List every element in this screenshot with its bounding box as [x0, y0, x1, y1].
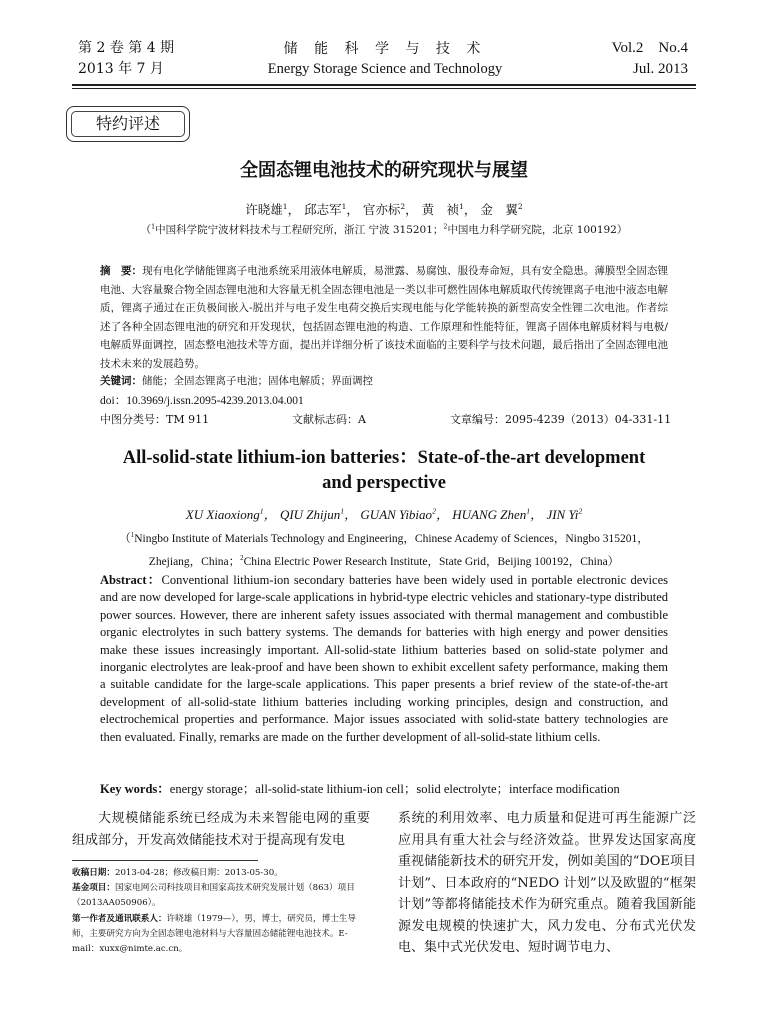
- author-cn: 金 翼: [480, 202, 518, 217]
- title-cn: 全固态锂电池技术的研究现状与展望: [240, 160, 528, 181]
- author-sup: 2: [400, 201, 406, 211]
- journal-name-en: Energy Storage Science and Technology: [267, 61, 503, 77]
- keywords-en-label: Key words：: [100, 782, 170, 796]
- affiliation-location: Zhejiang，China；: [148, 555, 241, 568]
- author-sup: 1: [341, 201, 347, 211]
- author-sup: 1: [526, 506, 531, 516]
- footnote-received-label: 收稿日期：: [72, 868, 115, 878]
- abstract-cn-text: 现有电化学储能锂离子电池系统采用液体电解质，易泄露、易腐蚀、服役寿命短，具有安全隐患。薄膜型全固态锂电池、大容量聚合物全固态锂电池和大容量无机全固态锂电池是一类以非可燃性固体电解质取代传统锂离子电池中液态电解质，锂离子通过在正负极间嵌入-脱出并与电子发生电荷交换后实现电能与化学能转换的新型高安全性锂二次电池。作者综述了各种全固态锂电池的研究和开发现状，包括固态锂电池的构造、工作原理和性能特征，锂离子固体电解质材料与电极/电解质界面调控，固态整电池技术等方面，提出并详细分析了该技术面临的主要科学与技术问题，最后指出了全固态锂电池技术未来的发展趋势。: [100, 265, 669, 370]
- author-cn: 许晓雄: [245, 202, 283, 217]
- footnote-received: [72, 866, 370, 881]
- affiliation-open: （: [140, 224, 152, 236]
- affiliation-sup: 2: [240, 554, 244, 562]
- footnote: [72, 866, 370, 957]
- journal-name-cn: 储 能 科 学 与 技 术: [283, 41, 487, 57]
- author-en: JIN Yi: [546, 507, 579, 522]
- abstract-cn-label: 摘 要：: [100, 265, 143, 277]
- author-en: HUANG Zhen: [452, 507, 527, 522]
- author-sup: 2: [432, 506, 436, 516]
- body-column-2: [398, 808, 696, 959]
- header-rule-thin: [72, 88, 696, 89]
- keywords-cn: [100, 373, 373, 388]
- author-sup: 1: [282, 201, 288, 211]
- abstract-cn: [100, 262, 668, 373]
- affiliation-2: 中国电力科学研究院，北京 100192）: [447, 224, 628, 236]
- author-sup: 1: [259, 506, 264, 516]
- body-column-1: [72, 808, 370, 851]
- keywords-en: [100, 779, 620, 797]
- author-sup: 1: [459, 201, 464, 211]
- volume-number-en: Vol.2 No.4: [611, 40, 688, 56]
- footnote-received-text: 2013-04-28；修改稿日期：2013-05-30。: [114, 868, 283, 878]
- affiliation-open: （: [119, 532, 131, 545]
- author-cn: 官亦标: [362, 202, 401, 217]
- abstract-en-label: Abstract：: [100, 573, 162, 587]
- section-badge-label: 特约评述: [71, 111, 185, 137]
- section-badge: [66, 106, 190, 142]
- affiliation-en-line1: [100, 526, 668, 549]
- issue-date-cn: 2013 年 7 月: [78, 61, 164, 77]
- authors-cn: 许晓雄$^1$， 邱志军$^1$， 官亦标$^2$， 黄 祯$^1$， 金 翼$^2$: [245, 201, 523, 217]
- footnote-fund-label: 基金项目：: [72, 883, 115, 894]
- affiliation-cn: [0, 222, 768, 237]
- abstract-en: [100, 572, 668, 746]
- author-cn: 邱志军: [304, 202, 342, 217]
- issue-info-cn: [78, 38, 174, 80]
- footnote-fund-text: 国家电网公司科技项目和国家高技术研究发展计划（863）项目（2013AA050906）。: [72, 883, 355, 909]
- journal-name: [250, 38, 520, 78]
- footnote-rule: [72, 860, 258, 861]
- affiliation-sup: 2: [443, 223, 448, 231]
- affiliation-2: China Electric Power Research Institute，State Grid，Beijing 100192，China）: [243, 555, 620, 568]
- affiliation-1: Ningbo Institute of Materials Technology and Engineering，Chinese Academy of Sciences，Ningbo 315201，: [134, 532, 649, 545]
- author-sup: 2: [578, 506, 583, 516]
- affiliation-1: 中国科学院宁波材料技术与工程研究所，浙江 宁波 315201；: [155, 224, 444, 236]
- document-code: 文献标志码：A: [292, 413, 366, 426]
- author-sup: 1: [340, 506, 345, 516]
- title-en: All-solid-state lithium-ion batteries：State-of-the-art development and perspective: [122, 448, 646, 493]
- issue-number-cn: 第 2 卷 第 4 期: [78, 40, 175, 56]
- issue-info-en: [612, 38, 688, 80]
- article-number: 文章编号：2095-4239（2013）04-331-11: [450, 413, 672, 426]
- header-rule-thick: [72, 84, 696, 86]
- body-paragraph: 大规模储能系统已经成为未来智能电网的重要组成部分，开发高效储能技术对于提高现有发电: [72, 811, 370, 848]
- author-en: XU Xiaoxiong: [185, 507, 260, 522]
- affiliation-sup: 1: [151, 223, 156, 231]
- keywords-en-text: energy storage；all-solid-state lithium-ion cell；solid electrolyte；interface modification: [169, 782, 620, 796]
- keywords-cn-label: 关键词：: [100, 375, 142, 387]
- footnote-author-text: 许晓雄（1979—），男，博士，研究员，博士生导师，主要研究方向为全固态锂电池材料与大容量固态储能锂电池技术。E-mail：xuxx@nimte.ac.cn。: [72, 913, 356, 955]
- footnote-author-label: 第一作者及通讯联系人：: [72, 913, 167, 924]
- footnote-fund: [72, 881, 370, 911]
- author-cn: 黄 祯: [421, 202, 460, 217]
- author-en: GUAN Yibiao: [360, 507, 433, 522]
- affiliation-en-line2: [100, 549, 668, 572]
- doi: doi：10.3969/j.issn.2095-4239.2013.04.001: [100, 395, 304, 407]
- keywords-cn-text: 储能；全固态锂离子电池；固体电解质；界面调控: [142, 375, 373, 387]
- issue-date-en: Jul. 2013: [632, 61, 688, 77]
- footnote-author: [72, 912, 370, 958]
- author-en: QIU Zhijun: [279, 507, 341, 522]
- abstract-en-text: Conventional lithium-ion secondary batteries have been widely used in portable electronic devices and are now developed for large-scale applications in hybrid-type electric vehicles and stationary-type distributed power sources. However, there are inherent safety issues associated with thermal management and combustible organic electrolytes in such battery systems. The demands for batteries with high energy and power densities make these issues increasingly important. All-solid-state lithium batteries based on solid-state polymer and inorganic electrolytes are leak-proof and have been shown to exhibit excellent safety performance, making them a suitable candidate for the large-scale applications. This paper presents a brief review of the state-of-the-art development of all-solid-state lithium batteries including working principles, design and construction, and electrochemical properties and performance. Major issues associated with solid-state battery technologies are then evaluated. Finally, remarks are made on the further development of all-solid-state lithium cells.: [100, 573, 668, 744]
- body-paragraph: 系统的利用效率、电力质量和促进可再生能源广泛应用具有重大社会与经济效益。世界发达国家高度重视储能新技术的研究开发，例如美国的“DOE项目计划”、日本政府的“NEDO 计划”以及欧盟的“框架计划”等都将储能技术作为研究重点。随着我国新能源发电规模的快速扩大，风力发电、分布式光伏发电、集中式光伏发电、短时调节电力、: [398, 811, 696, 955]
- clc-number: 中图分类号：TM 911: [100, 413, 210, 426]
- affiliation-sup: 1: [130, 532, 135, 539]
- author-sup: 2: [517, 201, 523, 211]
- affiliation-en: [100, 526, 668, 572]
- authors-en: XU Xiaoxiong$^1$， QIU Zhijun$^1$， GUAN Yibiao$^2$， HUANG Zhen$^1$， JIN Yi$^2$: [185, 506, 583, 522]
